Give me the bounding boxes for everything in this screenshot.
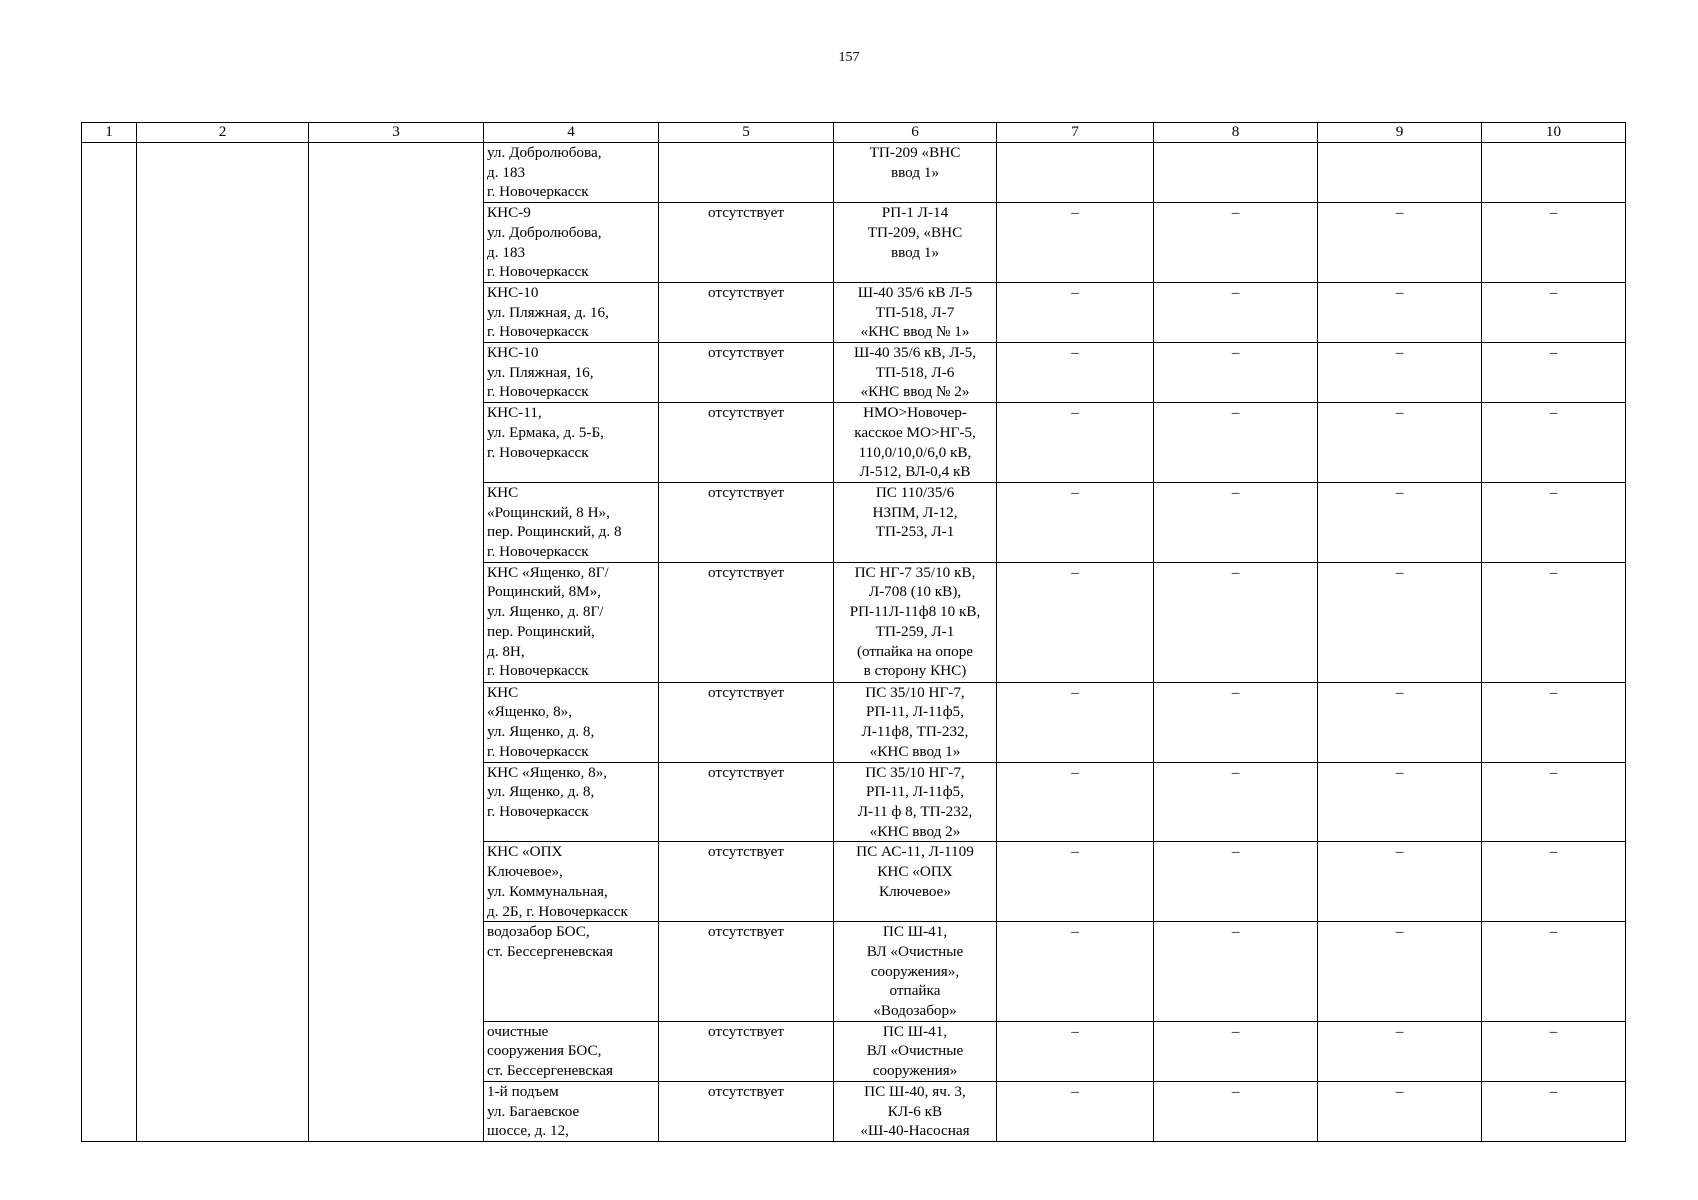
status-cell: отсутствует xyxy=(659,343,834,403)
data-table xyxy=(81,122,1626,1142)
power-source-cell: ПС НГ-7 35/10 кВ, Л-708 (10 кВ), РП-11Л-11ф8 10 кВ, ТП-259, Л-1 (отпайка на опоре в сторону КНС) xyxy=(834,562,997,682)
column-number: 8 xyxy=(1154,123,1318,143)
status-cell: отсутствует xyxy=(659,762,834,842)
value-cell: – xyxy=(1154,203,1318,283)
value-cell: – xyxy=(1482,282,1626,342)
power-source-cell: Ш-40 35/6 кВ, Л-5, ТП-518, Л-6 «КНС ввод № 2» xyxy=(834,343,997,403)
value-cell: – xyxy=(1154,762,1318,842)
object-name-address-cell: КНС «ОПХ Ключевое», ул. Коммунальная, д. 2Б, г. Новочеркасск xyxy=(484,842,659,922)
object-name-address-cell: очистные сооружения БОС, ст. Бессергеневская xyxy=(484,1021,659,1081)
value-cell: – xyxy=(1318,1021,1482,1081)
column-number: 6 xyxy=(834,123,997,143)
object-name-address-cell: КНС «Рощинский, 8 Н», пер. Рощинский, д. 8 г. Новочеркасск xyxy=(484,482,659,562)
table-row xyxy=(82,143,1626,203)
value-cell: – xyxy=(1482,682,1626,762)
value-cell: – xyxy=(997,1021,1154,1081)
power-source-cell: ПС Ш-40, яч. 3, КЛ-6 кВ «Ш-40-Насосная xyxy=(834,1081,997,1141)
column-number: 3 xyxy=(309,123,484,143)
value-cell: – xyxy=(1154,403,1318,483)
power-source-cell: ПС Ш-41, ВЛ «Очистные сооружения», отпайка «Водозабор» xyxy=(834,922,997,1022)
value-cell: – xyxy=(1482,842,1626,922)
value-cell: – xyxy=(1154,343,1318,403)
value-cell: – xyxy=(1482,403,1626,483)
empty-cell xyxy=(137,143,309,1142)
column-number: 5 xyxy=(659,123,834,143)
value-cell: – xyxy=(1318,842,1482,922)
value-cell: – xyxy=(997,562,1154,682)
value-cell: – xyxy=(997,922,1154,1022)
value-cell: – xyxy=(1318,203,1482,283)
value-cell: – xyxy=(1482,762,1626,842)
value-cell xyxy=(1154,143,1318,203)
empty-cell xyxy=(82,143,137,1142)
column-number: 4 xyxy=(484,123,659,143)
value-cell: – xyxy=(997,762,1154,842)
value-cell: – xyxy=(1154,1021,1318,1081)
value-cell: – xyxy=(1482,482,1626,562)
power-source-cell: Ш-40 35/6 кВ Л-5 ТП-518, Л-7 «КНС ввод № 1» xyxy=(834,282,997,342)
column-number: 1 xyxy=(82,123,137,143)
value-cell: – xyxy=(997,1081,1154,1141)
column-number: 7 xyxy=(997,123,1154,143)
column-number: 9 xyxy=(1318,123,1482,143)
value-cell: – xyxy=(1482,1081,1626,1141)
page-number: 157 xyxy=(838,50,860,65)
value-cell: – xyxy=(1482,343,1626,403)
status-cell: отсутствует xyxy=(659,1021,834,1081)
value-cell: – xyxy=(997,203,1154,283)
value-cell: – xyxy=(1154,562,1318,682)
power-source-cell: ПС 35/10 НГ-7, РП-11, Л-11ф5, Л-11ф8, ТП-232, «КНС ввод 1» xyxy=(834,682,997,762)
status-cell: отсутствует xyxy=(659,562,834,682)
power-source-cell: ПС Ш-41, ВЛ «Очистные сооружения» xyxy=(834,1021,997,1081)
status-cell xyxy=(659,143,834,203)
value-cell: – xyxy=(1154,922,1318,1022)
status-cell: отсутствует xyxy=(659,203,834,283)
value-cell: – xyxy=(997,343,1154,403)
empty-cell xyxy=(309,143,484,1142)
value-cell: – xyxy=(1482,203,1626,283)
value-cell: – xyxy=(997,482,1154,562)
status-cell: отсутствует xyxy=(659,282,834,342)
value-cell: – xyxy=(1318,922,1482,1022)
value-cell: – xyxy=(1154,1081,1318,1141)
object-name-address-cell: ул. Добролюбова, д. 183 г. Новочеркасск xyxy=(484,143,659,203)
value-cell: – xyxy=(1154,682,1318,762)
object-name-address-cell: водозабор БОС, ст. Бессергеневская xyxy=(484,922,659,1022)
object-name-address-cell: КНС «Ященко, 8Г/ Рощинский, 8М», ул. Ященко, д. 8Г/ пер. Рощинский, д. 8Н, г. Новочеркасск xyxy=(484,562,659,682)
power-source-cell: ТП-209 «ВНС ввод 1» xyxy=(834,143,997,203)
value-cell: – xyxy=(997,682,1154,762)
power-source-cell: ПС 110/35/6 НЗПМ, Л-12, ТП-253, Л-1 xyxy=(834,482,997,562)
value-cell: – xyxy=(997,403,1154,483)
value-cell: – xyxy=(997,282,1154,342)
value-cell xyxy=(1318,143,1482,203)
object-name-address-cell: КНС-9 ул. Добролюбова, д. 183 г. Новочеркасск xyxy=(484,203,659,283)
value-cell: – xyxy=(1318,1081,1482,1141)
object-name-address-cell: КНС-10 ул. Пляжная, 16, г. Новочеркасск xyxy=(484,343,659,403)
status-cell: отсутствует xyxy=(659,682,834,762)
object-name-address-cell: 1-й подъем ул. Багаевское шоссе, д. 12, xyxy=(484,1081,659,1141)
column-number: 2 xyxy=(137,123,309,143)
status-cell: отсутствует xyxy=(659,842,834,922)
power-source-cell: НМО>Новочер- касское МО>НГ-5, 110,0/10,0/6,0 кВ, Л-512, ВЛ-0,4 кВ xyxy=(834,403,997,483)
object-name-address-cell: КНС-11, ул. Ермака, д. 5-Б, г. Новочеркасск xyxy=(484,403,659,483)
value-cell: – xyxy=(1318,343,1482,403)
value-cell: – xyxy=(1154,482,1318,562)
value-cell: – xyxy=(1154,842,1318,922)
power-source-cell: РП-1 Л-14 ТП-209, «ВНС ввод 1» xyxy=(834,203,997,283)
value-cell: – xyxy=(1318,482,1482,562)
value-cell: – xyxy=(1318,562,1482,682)
power-source-cell: ПС АС-11, Л-1109 КНС «ОПХ Ключевое» xyxy=(834,842,997,922)
header-row xyxy=(82,123,1626,143)
value-cell xyxy=(1482,143,1626,203)
value-cell: – xyxy=(1318,682,1482,762)
value-cell xyxy=(997,143,1154,203)
value-cell: – xyxy=(1154,282,1318,342)
column-number: 10 xyxy=(1482,123,1626,143)
value-cell: – xyxy=(1318,762,1482,842)
value-cell: – xyxy=(1482,1021,1626,1081)
power-source-cell: ПС 35/10 НГ-7, РП-11, Л-11ф5, Л-11 ф 8, ТП-232, «КНС ввод 2» xyxy=(834,762,997,842)
value-cell: – xyxy=(997,842,1154,922)
status-cell: отсутствует xyxy=(659,482,834,562)
object-name-address-cell: КНС-10 ул. Пляжная, д. 16, г. Новочеркасск xyxy=(484,282,659,342)
value-cell: – xyxy=(1482,562,1626,682)
status-cell: отсутствует xyxy=(659,1081,834,1141)
object-name-address-cell: КНС «Ященко, 8», ул. Ященко, д. 8, г. Новочеркасск xyxy=(484,682,659,762)
value-cell: – xyxy=(1318,282,1482,342)
value-cell: – xyxy=(1482,922,1626,1022)
object-name-address-cell: КНС «Ященко, 8», ул. Ященко, д. 8, г. Новочеркасск xyxy=(484,762,659,842)
value-cell: – xyxy=(1318,403,1482,483)
status-cell: отсутствует xyxy=(659,403,834,483)
status-cell: отсутствует xyxy=(659,922,834,1022)
